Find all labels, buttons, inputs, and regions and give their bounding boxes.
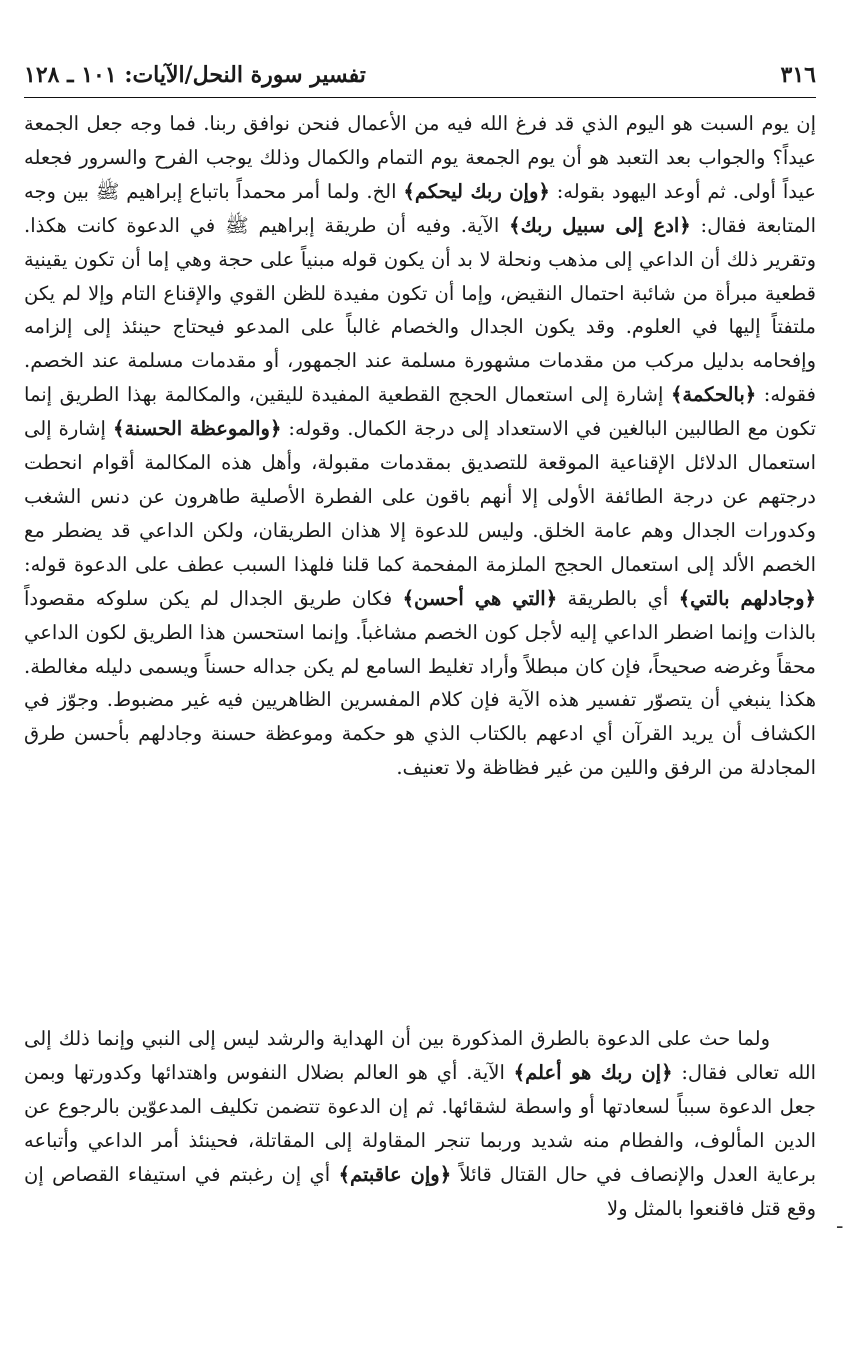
text-segment: الآية. أي هو العالم بضلال النفوس واهتدائها وكدورتها وبمن جعل الدعوة سبباً لسعادتها أو واسطة لشقائها. ثم إن الدعوة تتضمن تكليف المدعوّين بالرجوع عن الدين المألوف، والفطام منه شديد وربما تنجر المقاولة إلى المقاتلة، فحينئذ أمر الداعي وأتباعه برعاية العدل والإنصاف في حال القتال قائلاً (24, 1060, 816, 1186)
quran-quote: ﴿التي هي أحسن﴾ (402, 586, 558, 610)
quran-quote: ﴿والموعظة الحسنة﴾ (113, 417, 282, 441)
text-segment: الخ. ولما أمر محمداً باتباع إبراهيم ﷺ بين وجه المتابعة فقال: (24, 179, 816, 237)
text-segment: الآية. وفيه أن طريقة إبراهيم ﷺ في الدعوة كانت هكذا. وتقرير ذلك أن الداعي إلى مذهب ونحلة لا بد أن يكون قوله مبنياً على حجة وهي إما أن تكون يقينية قطعية مبرأة من شائبة احتمال النقيض، وإما أن تكون مفيدة للظن القوي والإقناع التام وإلا لم يكن ملتفتاً إليها في العلوم. وقد يكون الجدال والخصام غالباً على المدعو فيحتاج حينئذ إلى إلزامه وإفحامه بدليل مركب من مقدمات مشهورة مسلمة عند الجمهور، أو مقدمات مسلمة عند الخصم. فقوله: (24, 213, 816, 407)
quran-quote: ﴿إن ربك هو أعلم﴾ (513, 1060, 673, 1084)
header-divider (24, 97, 816, 98)
quran-quote: ﴿ادع إلى سبيل ربك﴾ (509, 213, 691, 237)
text-segment: إشارة إلى استعمال الدلائل الإقناعية الموقعة للتصديق بمقدمات مقبولة، وأهل هذه المكالمة أقوام انحطت درجتهم عن درجة الطائفة الأولى إلا أنهم باقون على الفطرة الأصلية طاهرون عن دنس الشغب وكدورات الجدال وهم عامة الخلق. وليس للدعوة إلا هذان الطريقان، ولكن الداعي قد يضطر مع الخصم الألد إلى استعمال الحجج الملزمة المفحمة كما قلنا فلهذا السبب عطف على الدعوة قوله: (24, 417, 816, 576)
paragraph-1 (24, 107, 816, 785)
text-segment: إن يوم السبت هو اليوم الذي قد فرغ الله فيه من الأعمال فنحن نوافق ربنا. فما وجه جعل الجمعة عيداً؟ والجواب بعد التعبد هو أن يوم الجمعة يوم التمام والكمال وذلك يوجب الفرح والسرور فجعله عيداً أولى. ثم أوعد اليهود بقوله: (24, 112, 816, 203)
text-segment: فكان طريق الجدال لم يكن سلوكه مقصوداً بالذات وإنما اضطر الداعي إليه لأجل كون الخصم مشاغباً. وإنما استحسن هذا الطريق لكون الداعي محقاً وغرضه صحيحاً، فإن كان مبطلاً وأراد تغليط السامع لم يكن جداله حسناً ويسمى دليله مغالطة. هكذا ينبغي أن يتصوّر تفسير هذه الآية فإن كلام المفسرين الظاهريين فيه غير مضبوط. وجوّز في الكشاف أن يريد القرآن أي ادعهم بالكتاب الذي هو حكمة وموعظة حسنة وجادلهم بأحسن طرق المجادلة من الرفق واللين من غير فظاظة ولا تعنيف. (24, 586, 816, 780)
running-title: تفسير سورة النحل/الآيات: ١٠١ ـ ١٢٨ (24, 62, 366, 88)
paragraph-1-text (24, 107, 816, 785)
text-segment: إشارة إلى استعمال الحجج القطعية المفيدة لليقين، والمكالمة بهذا الطريق إنما تكون مع الطالبين البالغين في الاستعداد إلى درجة الكمال. وقوله: (24, 383, 817, 441)
margin-mark: - (836, 1214, 844, 1239)
page-header (24, 58, 816, 98)
text-segment: أي بالطريقة (557, 586, 679, 610)
paragraph-2-text (24, 1022, 816, 1225)
page-number: ٣١٦ (780, 62, 816, 88)
quran-quote: ﴿بالحكمة﴾ (670, 383, 757, 407)
text-segment: ولما حث على الدعوة بالطرق المذكورة بين أن الهداية والرشد ليس إلى النبي وإنما ذلك إلى الله تعالى فقال: (24, 1027, 817, 1084)
quran-quote: ﴿وإن عاقبتم﴾ (338, 1162, 452, 1186)
text-segment: أي إن رغبتم في استيفاء القصاص إن وقع قتل فاقنعوا بالمثل ولا (24, 1162, 816, 1220)
quran-quote: ﴿وإن ربك ليحكم﴾ (403, 179, 550, 203)
quran-quote: ﴿وجادلهم بالتي﴾ (678, 586, 816, 610)
paragraph-2 (24, 1022, 816, 1225)
